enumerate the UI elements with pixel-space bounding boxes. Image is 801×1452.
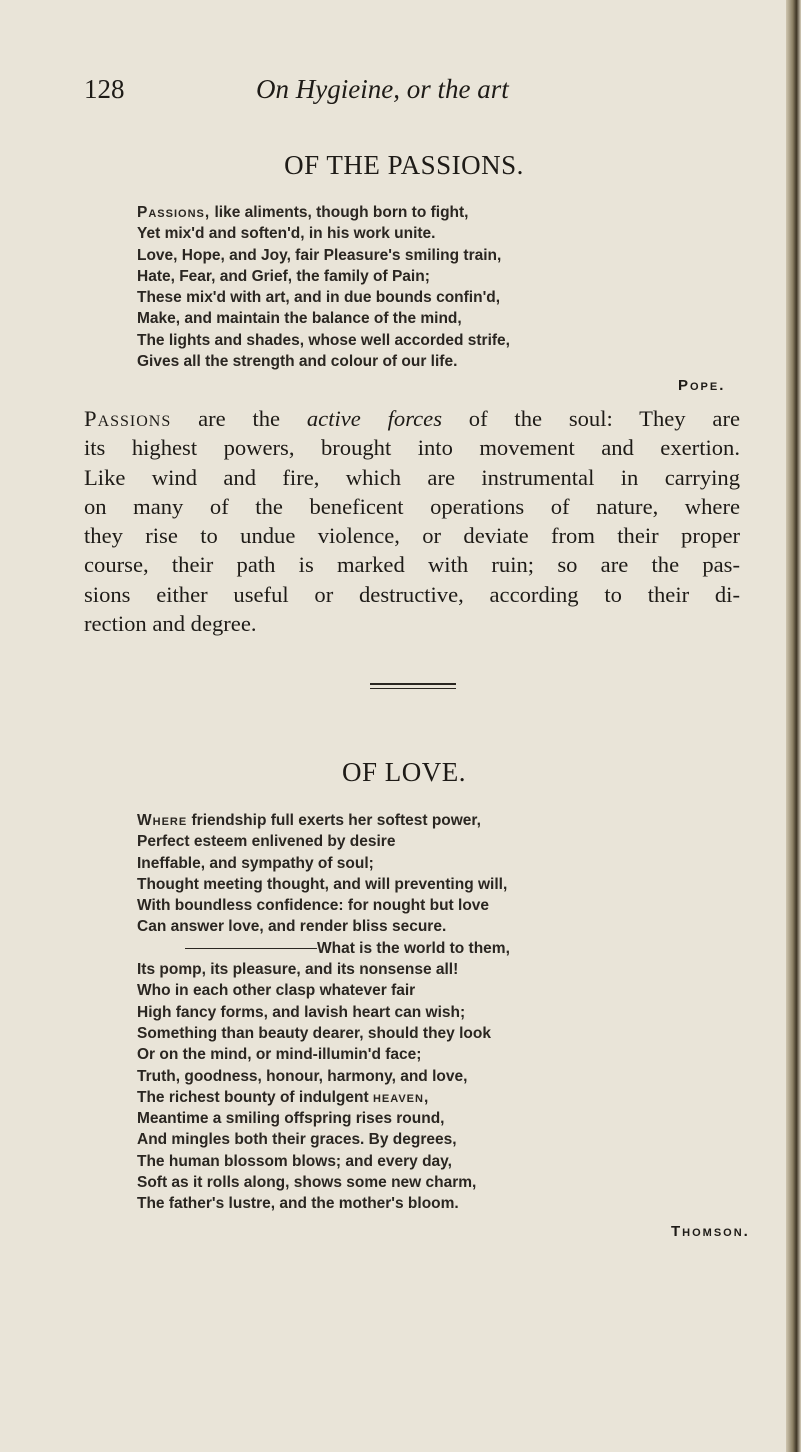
verse-line: The human blossom blows; and every day, (137, 1152, 452, 1170)
thomson-attribution: Thomson. (671, 1223, 750, 1240)
verse-line: Who in each other clasp whatever fair (137, 982, 416, 1000)
verse-line: The lights and shades, whose well accorded strife, (137, 331, 510, 349)
thomson-verse (137, 810, 510, 1215)
verse-line: Passions, like aliments, though born to fight, (137, 204, 469, 221)
passions-title: OF THE PASSIONS. (284, 150, 524, 180)
love-title: OF LOVE. (342, 757, 466, 787)
page-edge (786, 0, 801, 1452)
page-number: 128 (84, 74, 125, 104)
small-caps-word: heaven, (372, 1088, 430, 1106)
verse-line: Soft as it rolls along, shows some new charm, (137, 1174, 477, 1192)
verse-line: These mix'd with art, and in due bounds confin'd, (137, 289, 501, 307)
verse-line: Perfect esteem enlivened by desire (137, 833, 396, 851)
verse-initial-word: Where (137, 812, 188, 829)
elision-dash (185, 948, 317, 949)
verse-line: Gives all the strength and colour of our life. (137, 353, 458, 371)
verse-line: Make, and maintain the balance of the mind, (137, 310, 462, 328)
verse-line: Ineffable, and sympathy of soul; (137, 854, 374, 872)
section-divider (370, 683, 456, 685)
paragraph-line: Like wind and fire, which are instrumental in carrying (84, 464, 740, 490)
paragraph-line: they rise to undue violence, or deviate from their proper (84, 523, 740, 549)
verse-line: Or on the mind, or mind-illumin'd face; (137, 1046, 422, 1064)
section-divider-thin (370, 688, 456, 689)
verse-line: The father's lustre, and the mother's bloom. (137, 1195, 459, 1213)
paragraph-initial-word: Passions (84, 406, 172, 431)
paragraph-line: Passions are the active forces of the soul: They are (84, 406, 740, 431)
verse-line: What is the world to them, (137, 938, 510, 959)
pope-attribution: Pope. (678, 377, 726, 394)
verse-line: Can answer love, and render bliss secure. (137, 918, 447, 936)
verse-line: With boundless confidence: for nought but love (137, 897, 490, 915)
running-title: On Hygieine, or the art (256, 74, 509, 104)
verse-line: High fancy forms, and lavish heart can wish; (137, 1003, 466, 1021)
verse-line: Yet mix'd and soften'd, in his work unite. (137, 225, 436, 243)
paragraph-line: course, their path is marked with ruin; so are the pas- (84, 552, 740, 578)
verse-line: Meantime a smiling offspring rises round, (137, 1110, 445, 1128)
paragraph-line: on many of the beneficent operations of nature, where (84, 493, 740, 519)
verse-line: The richest bounty of indulgent heaven, (137, 1088, 430, 1106)
pope-verse (137, 202, 510, 372)
verse-initial-word: Passions, (137, 204, 211, 221)
verse-line: Thought meeting thought, and will preventing will, (137, 875, 508, 893)
verse-line: And mingles both their graces. By degrees, (137, 1131, 457, 1149)
paragraph-line: its highest powers, brought into movement and exertion. (84, 435, 740, 461)
running-header (84, 74, 724, 114)
verse-line: Hate, Fear, and Grief, the family of Pain; (137, 267, 430, 285)
paragraph-line: rection and degree. (84, 611, 257, 637)
passions-paragraph (84, 404, 740, 638)
verse-line: Truth, goodness, honour, harmony, and love, (137, 1067, 468, 1085)
verse-line: Something than beauty dearer, should they look (137, 1024, 491, 1042)
emphasis: active forces (306, 406, 442, 431)
paragraph-line: sions either useful or destructive, according to their di- (84, 581, 740, 607)
verse-line: Where friendship full exerts her softest power, (137, 812, 481, 829)
verse-line: Its pomp, its pleasure, and its nonsense all! (137, 961, 459, 979)
verse-line: Love, Hope, and Joy, fair Pleasure's smiling train, (137, 246, 502, 264)
